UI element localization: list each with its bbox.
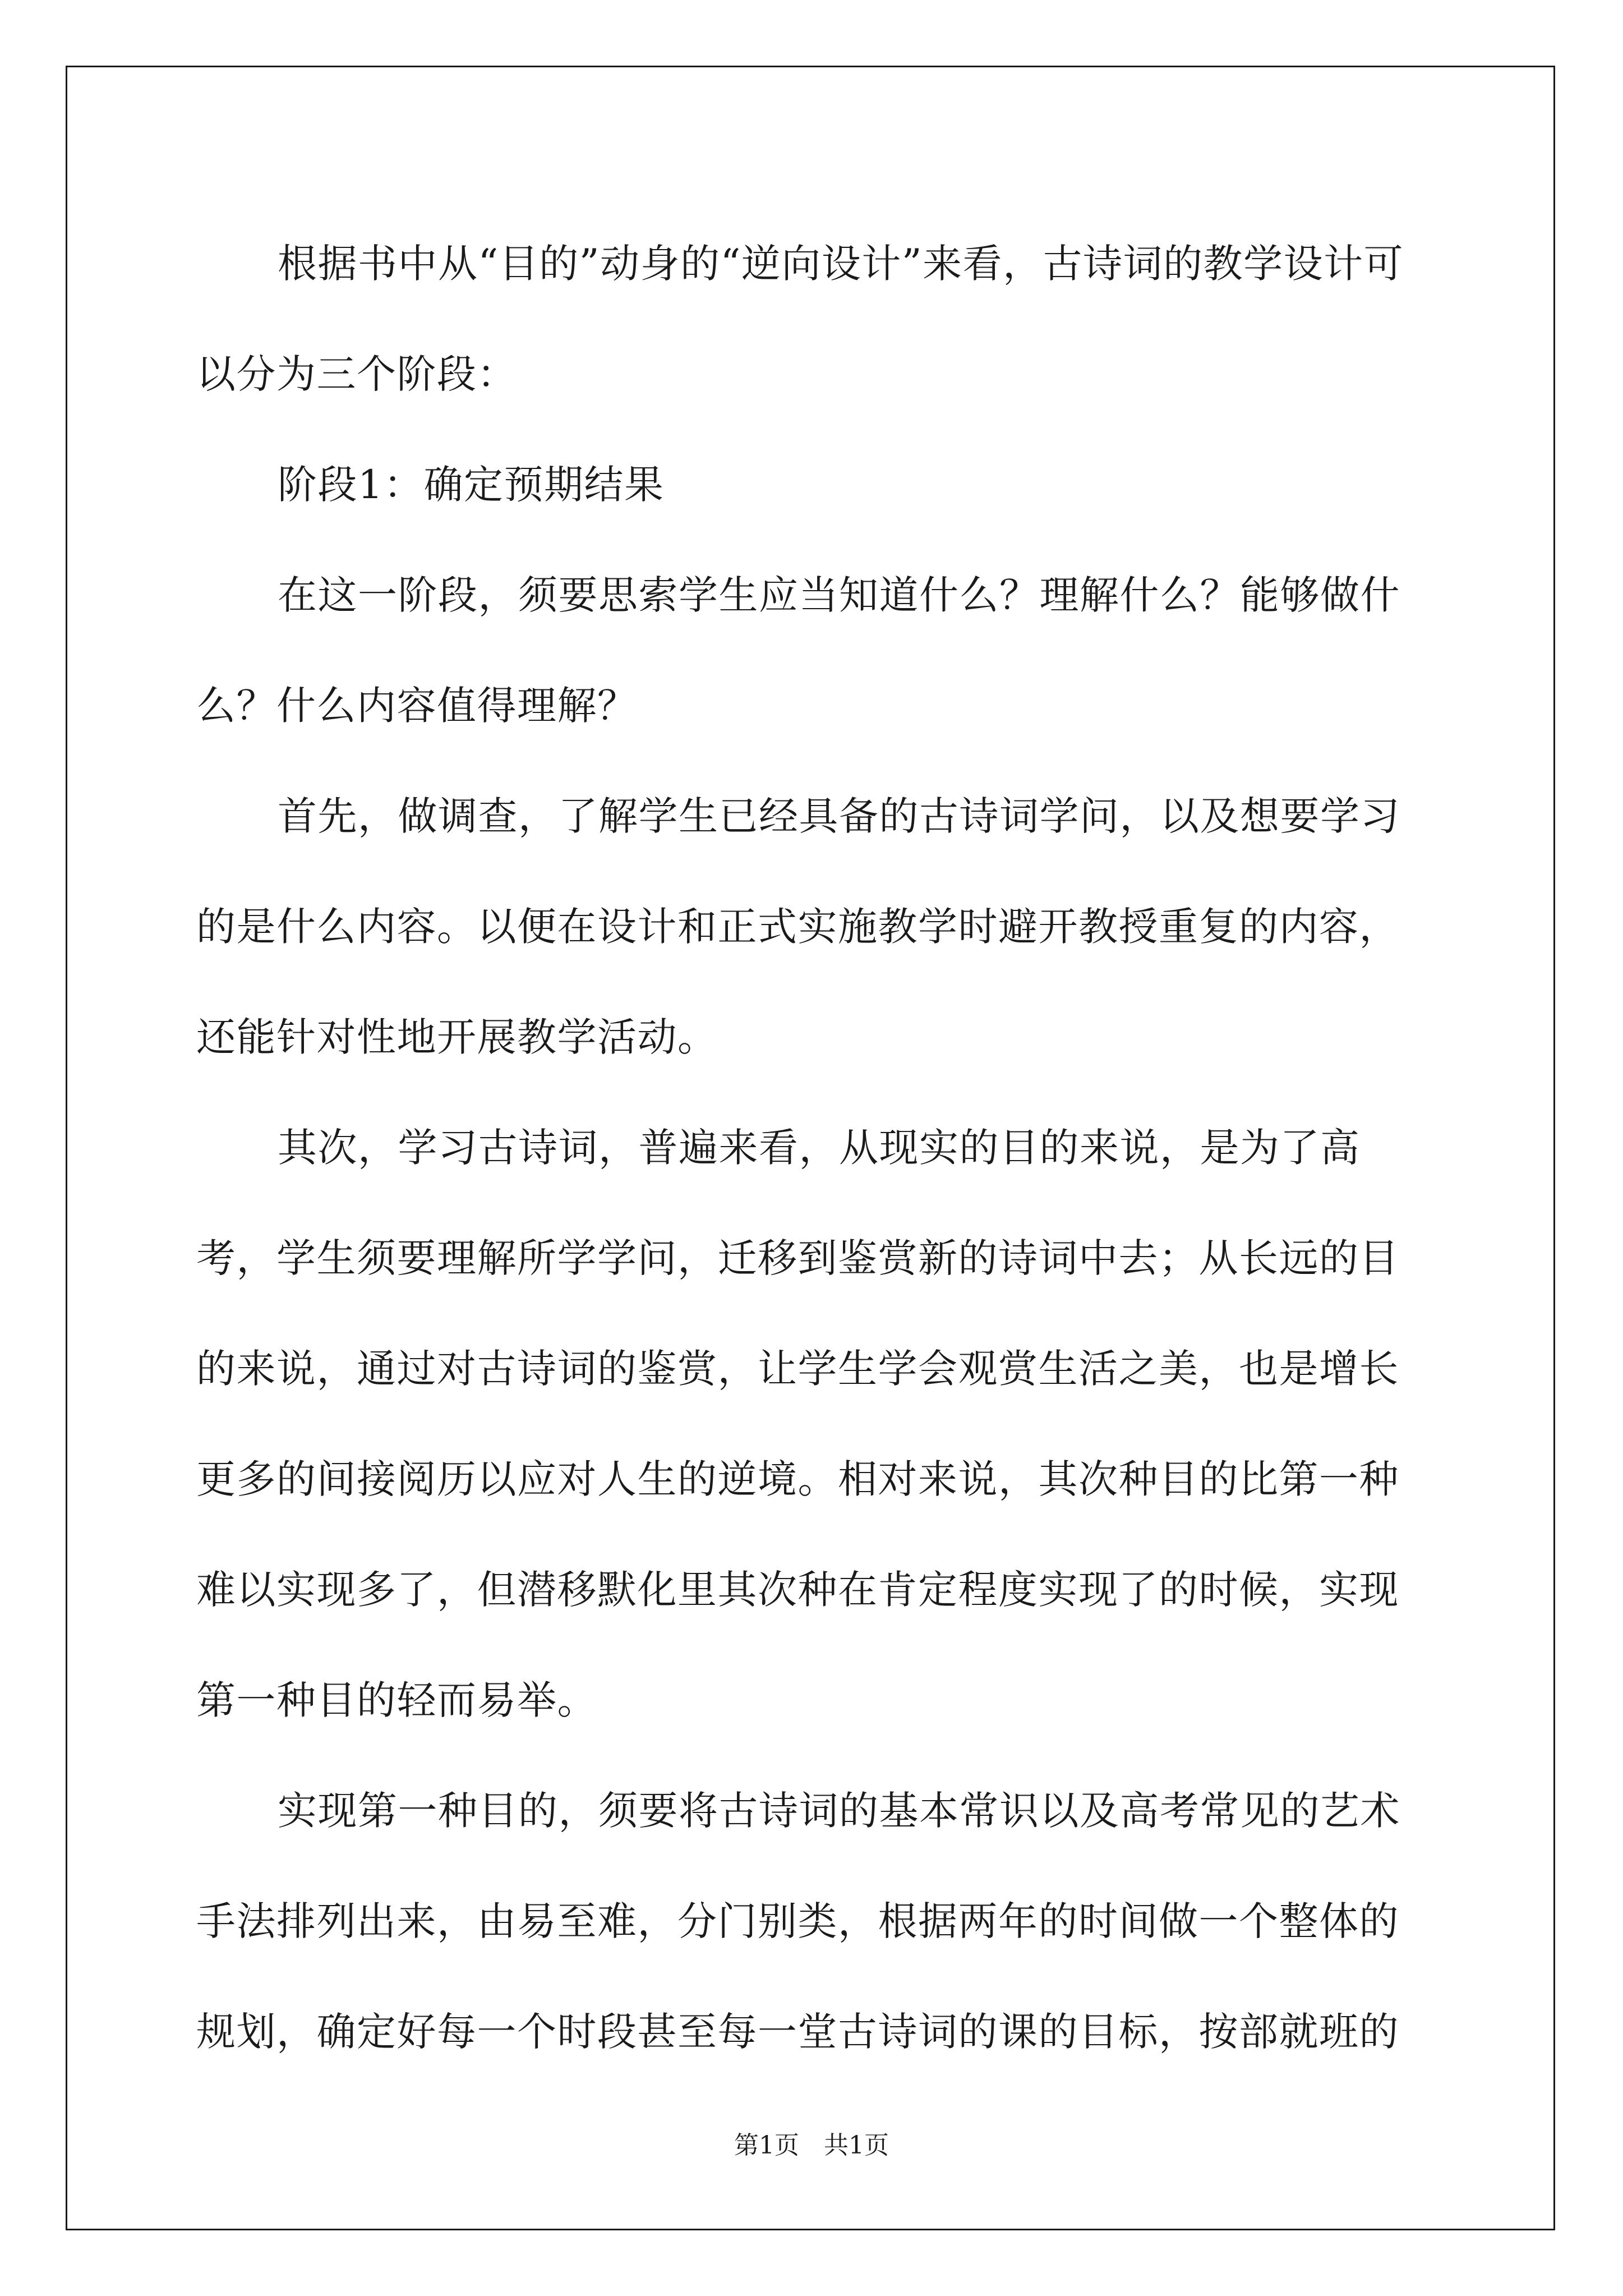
paragraph-stage-heading: 阶段1：确定预期结果 bbox=[278, 462, 665, 508]
paragraph-third: 实现第一种目的，须要将古诗词的基本常识以及高考常见的艺术手法排列出来，由易至难，分门别类，根据两年的时间做一个整体的规划，确定好每一个时段甚至每一堂古诗词的课的目标，按部就班的 bbox=[196, 1788, 1400, 2055]
document-body bbox=[196, 209, 1436, 2087]
paragraph-stage-questions: 在这一阶段，须要思索学生应当知道什么？理解什么？能够做什么？什么内容值得理解？ bbox=[196, 572, 1400, 729]
paragraph-intro: 根据书中从“目的”动身的“逆向设计”来看，古诗词的教学设计可以分为三个阶段： bbox=[196, 241, 1404, 397]
paragraph-first: 首先，做调查，了解学生已经具备的古诗词学问，以及想要学习的是什么内容。以便在设计和正式实施教学时避开教授重复的内容，还能针对性地开展教学活动。 bbox=[196, 793, 1400, 1060]
page-number-footer: 第1页 共1页 bbox=[734, 2131, 889, 2160]
paragraph-second: 其次，学习古诗词，普遍来看，从现实的目的来说，是为了高考，学生须要理解所学学问，迁移到鉴赏新的诗词中去；从长远的目的来说，通过对古诗词的鉴赏，让学生学会观赏生活之美，也是增长更多的间接阅历以应对人生的逆境。相对来说，其次种目的比第一种难以实现多了，但潜移默化里其次种在肯定程度实现了的时候，实现第一种目的轻而易举。 bbox=[196, 1125, 1399, 1723]
